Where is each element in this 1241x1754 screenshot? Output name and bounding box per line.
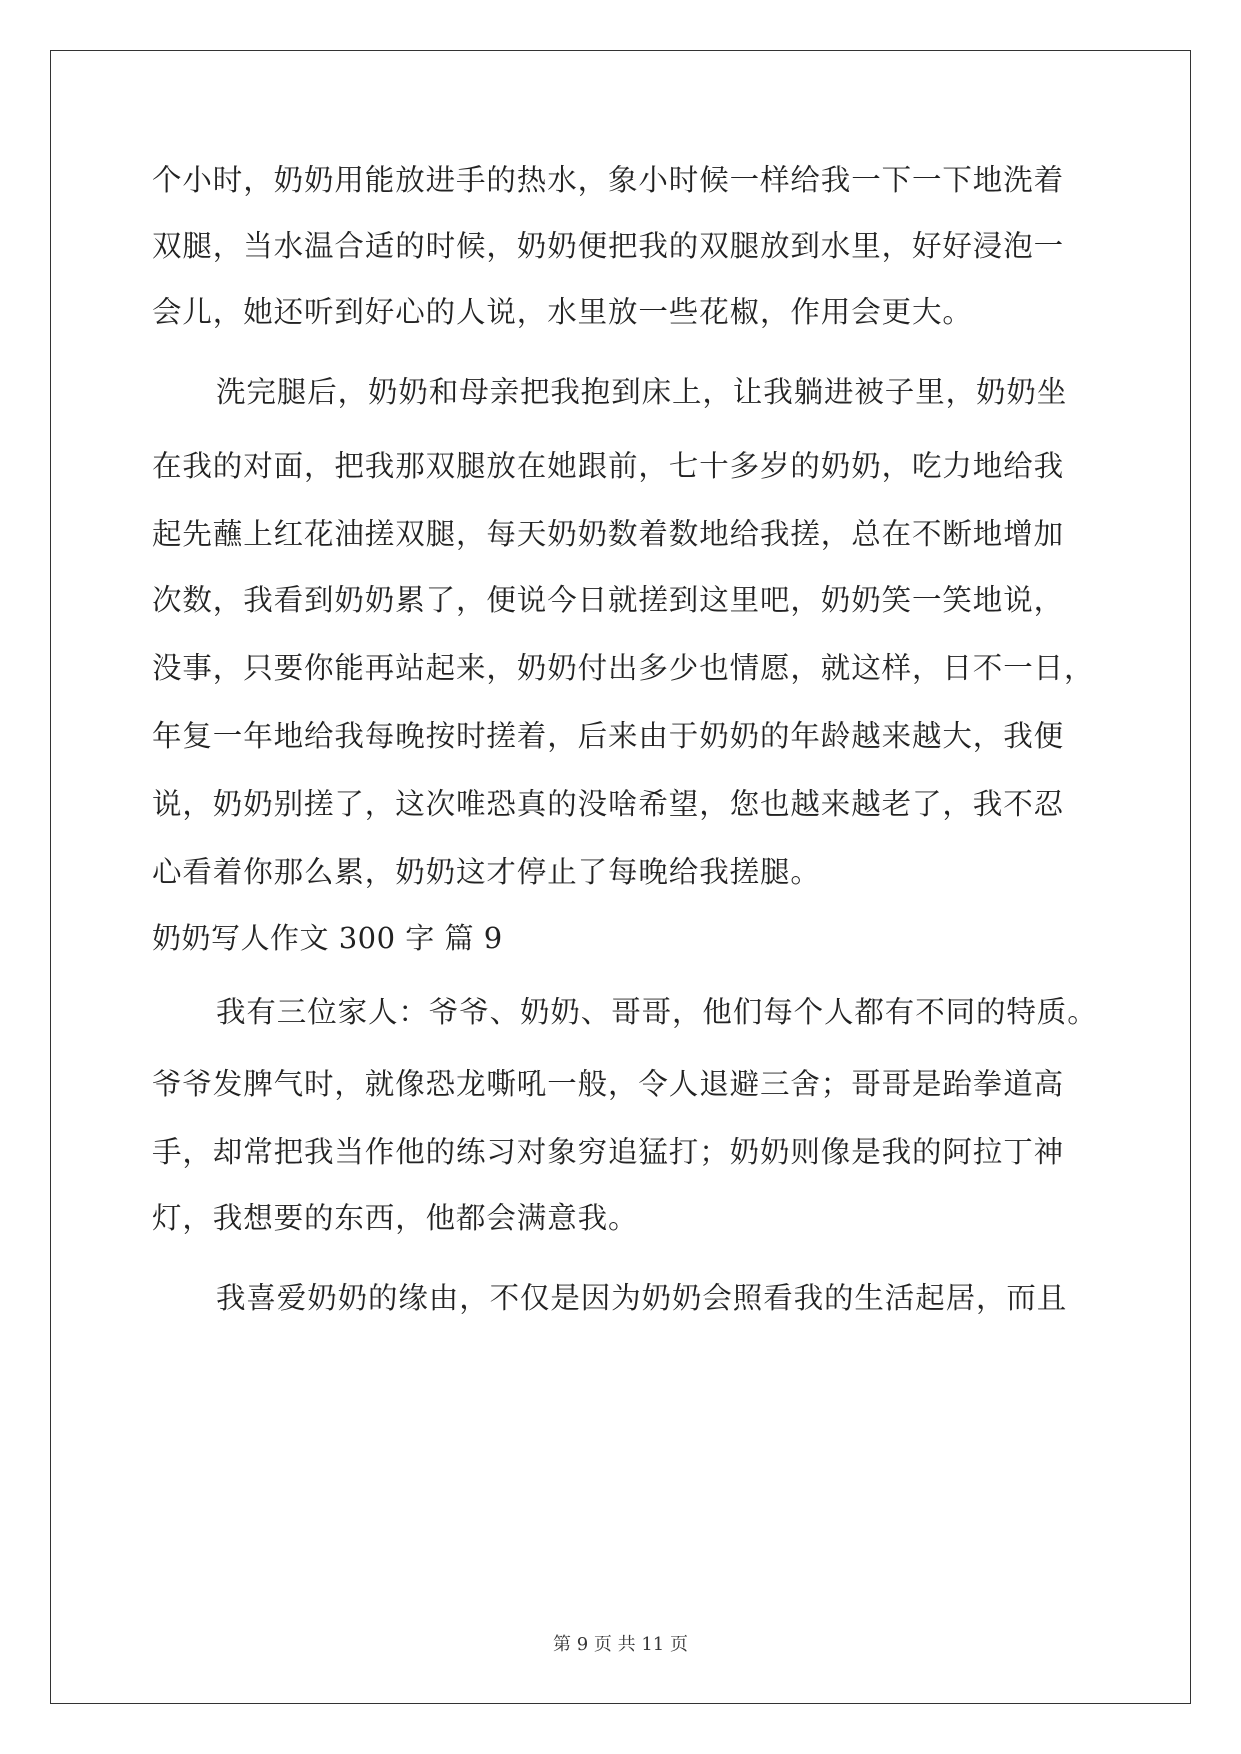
text-line: 次数，我看到奶奶累了，便说今日就搓到这里吧，奶奶笑一笑地说， — [152, 583, 1065, 617]
text-line: 个小时，奶奶用能放进手的热水，象小时候一样给我一下一下地洗着 — [152, 163, 1065, 197]
text-line: 在我的对面，把我那双腿放在她跟前，七十多岁的奶奶，吃力地给我 — [152, 449, 1065, 483]
text-line: 爷爷发脾气时，就像恐龙嘶吼一般，令人退避三舍；哥哥是跆拳道高 — [152, 1067, 1065, 1101]
text-line: 会儿，她还听到好心的人说，水里放一些花椒，作用会更大。 — [152, 295, 973, 329]
page-footer: 第 9 页 共 11 页 — [553, 1634, 688, 1655]
text-line: 心看着你那么累，奶奶这才停止了每晚给我搓腿。 — [152, 855, 821, 889]
text-line: 没事，只要你能再站起来，奶奶付出多少也情愿，就这样，日不一日， — [152, 651, 1095, 685]
section-heading: 奶奶写人作文 300 字 篇 9 — [152, 921, 503, 955]
text-line: 我有三位家人：爷爷、奶奶、哥哥，他们每个人都有不同的特质。 — [216, 995, 1098, 1029]
text-line: 洗完腿后，奶奶和母亲把我抱到床上，让我躺进被子里，奶奶坐 — [216, 375, 1068, 409]
text-line: 说，奶奶别搓了，这次唯恐真的没啥希望，您也越来越老了，我不忍 — [152, 787, 1065, 821]
text-line: 年复一年地给我每晚按时搓着，后来由于奶奶的年龄越来越大，我便 — [152, 719, 1065, 753]
text-line: 起先蘸上红花油搓双腿，每天奶奶数着数地给我搓，总在不断地增加 — [152, 517, 1065, 551]
text-line: 双腿，当水温合适的时候，奶奶便把我的双腿放到水里，好好浸泡一 — [152, 229, 1065, 263]
text-line: 灯，我想要的东西，他都会满意我。 — [152, 1201, 639, 1235]
text-line: 手，却常把我当作他的练习对象穷追猛打；奶奶则像是我的阿拉丁神 — [152, 1135, 1065, 1169]
text-line: 我喜爱奶奶的缘由，不仅是因为奶奶会照看我的生活起居，而且 — [216, 1281, 1068, 1315]
